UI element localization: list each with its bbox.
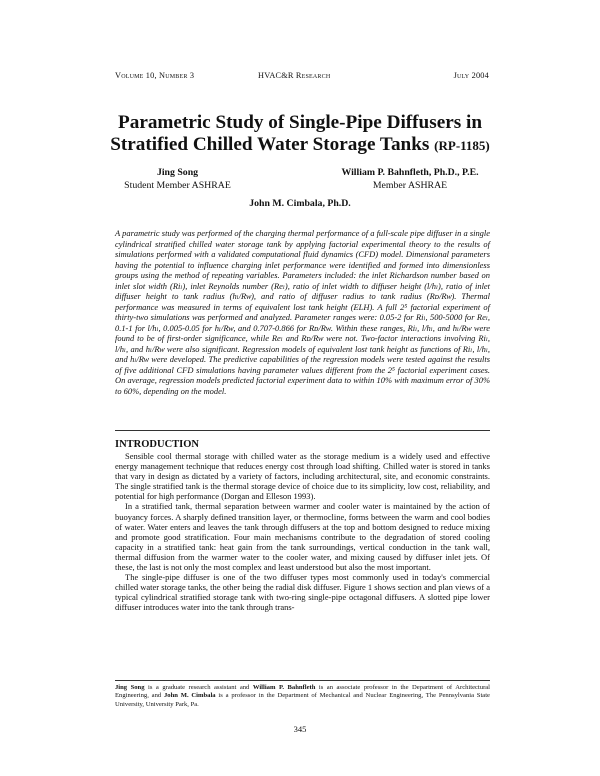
title-code: (RP-1185) (434, 138, 490, 153)
footnote-name: Jing Song (115, 684, 145, 691)
author-footnote (115, 684, 490, 709)
header-journal: HVAC&R Research (258, 71, 331, 80)
footnote-text: is a graduate research assistant and (144, 684, 253, 691)
header-volume: Volume 10, Number 3 (115, 71, 195, 80)
author-block (120, 167, 235, 191)
footnote-name: John M. Cimbala (164, 692, 216, 700)
author-name: William P. Bahnfleth, Ph.D., P.E. (341, 167, 479, 178)
footnote-text: is an associate professor in the Department of Architectural Engineering, and (115, 684, 491, 700)
paragraph: The single-pipe diffuser is one of the two diffuser types most commonly used in today's commercial chilled water storage tanks, the other being the radial disk diffuser. Figure 1 shows section and plan views of a typical cylindrical stratified storage tank with two-ring single-pipe octagonal diffusers. A slotted pipe lower diffuser introduces water into the tank through trans- (115, 572, 490, 613)
paragraph: In a stratified tank, thermal separation between warmer and cooler water is maintained by the action of buoyancy forces. A sharply defined transition layer, or thermocline, forms between the warm and cool bodies of water. Water enters and leaves the tank through diffusers at the top and bottom designed to reduce mixing and promote good stratification. Four main mechanisms contribute to the degradation of stored cooling capacity in a stratified tank: heat gain from the tank surroundings, vertical conduction in the tank wall, thermal diffusion from the warmer water to the cooler water, and mixing caused by diffuser inlet jets. Of these, the last is not only the most complex and least understood but also the most important. (115, 501, 490, 573)
footnote-name: William P. Bahnfleth (252, 684, 316, 691)
footnote-text: is a professor in the Department of Mechanical and Nuclear Engineering, The Pennsylvania State University, University Park, Pa. (115, 692, 490, 708)
author-affiliation: Student Member ASHRAE (124, 180, 231, 191)
header-date: July 2004 (453, 71, 489, 80)
author-block (330, 167, 490, 191)
author-name: John M. Cimbala, Ph.D. (249, 198, 351, 209)
page-number: 345 (293, 724, 307, 734)
author-block (215, 198, 385, 209)
running-header (115, 71, 489, 83)
title-main: Parametric Study of Single-Pipe Diffusers in Stratified Chilled Water Storage Tanks (110, 112, 482, 155)
author-affiliation: Member ASHRAE (372, 180, 448, 191)
footnote-divider (115, 680, 490, 681)
paragraph: Sensible cool thermal storage with chilled water as the storage medium is a widely used and effective energy management technique that reduces energy cost through load shifting. Chilled water is stored in tanks that vary in design as dictated by a variety of factors, including architectural, site, and economic constraints. The single stratified tank is the thermal storage device of choice due to its simplicity, low cost, reliability, and potential for high performance (Dorgan and Elleson 1993). (115, 451, 490, 502)
section-divider (115, 430, 490, 431)
paper-title (100, 112, 500, 157)
introduction-body (115, 451, 490, 613)
abstract: A parametric study was performed of the charging thermal performance of a full-scale pipe diffuser in a single cylindrical stratified chilled water storage tank by applying factorial experimental theory to the results of simulations performed with a validated computational fluid dynamics (CFD) model. Dimensional parameters having the potential to influence charging inlet performance were identified and formed into dimensionless groups using the method of repeating variables. Parameters included: the inlet Richardson number based on inlet slot width (Riₗ), inlet Reynolds number (Reₗ), ratio of inlet width to diffuser height (l/hₗ), ratio of inlet diffuser height to tank radius (hₗ/Rᴡ), and ratio of diffuser radius to tank radius (Rᴅ/Rᴡ). Thermal performance was measured in terms of equivalent lost tank height (ELH). A full 2⁵ factorial experiment of thirty-two simulations was performed and analyzed. Parameter ranges were: 0.05-2 for Riₗ, 500-5000 for Reₗ, 0.1-1 for l/hₗ, 0.005-0.05 for hₗ/Rᴡ, and 0.707-0.866 for Rᴅ/Rᴡ. Within these ranges, Riₗ, l/hₗ, and hₗ/Rᴡ were found to be of first-order significance, while Reₗ and Rᴅ/Rᴡ were not. Two-factor interactions involving Riₗ, l/hₗ, and hₗ/Rᴡ were also significant. Regression models of equivalent lost tank height as functions of Riₗ, l/hₗ, and hₗ/Rᴡ were developed. The predictive capabilities of the regression models were tested against the results of five additional CFD simulations having parameter values different from the 2⁵ factorial experiment cases. On average, regression models predicted factorial experiment data to within 10% with maximum error of 30% to 60%, depending on the model. (115, 228, 490, 396)
author-name: Jing Song (156, 167, 199, 178)
section-heading: INTRODUCTION (115, 439, 200, 450)
